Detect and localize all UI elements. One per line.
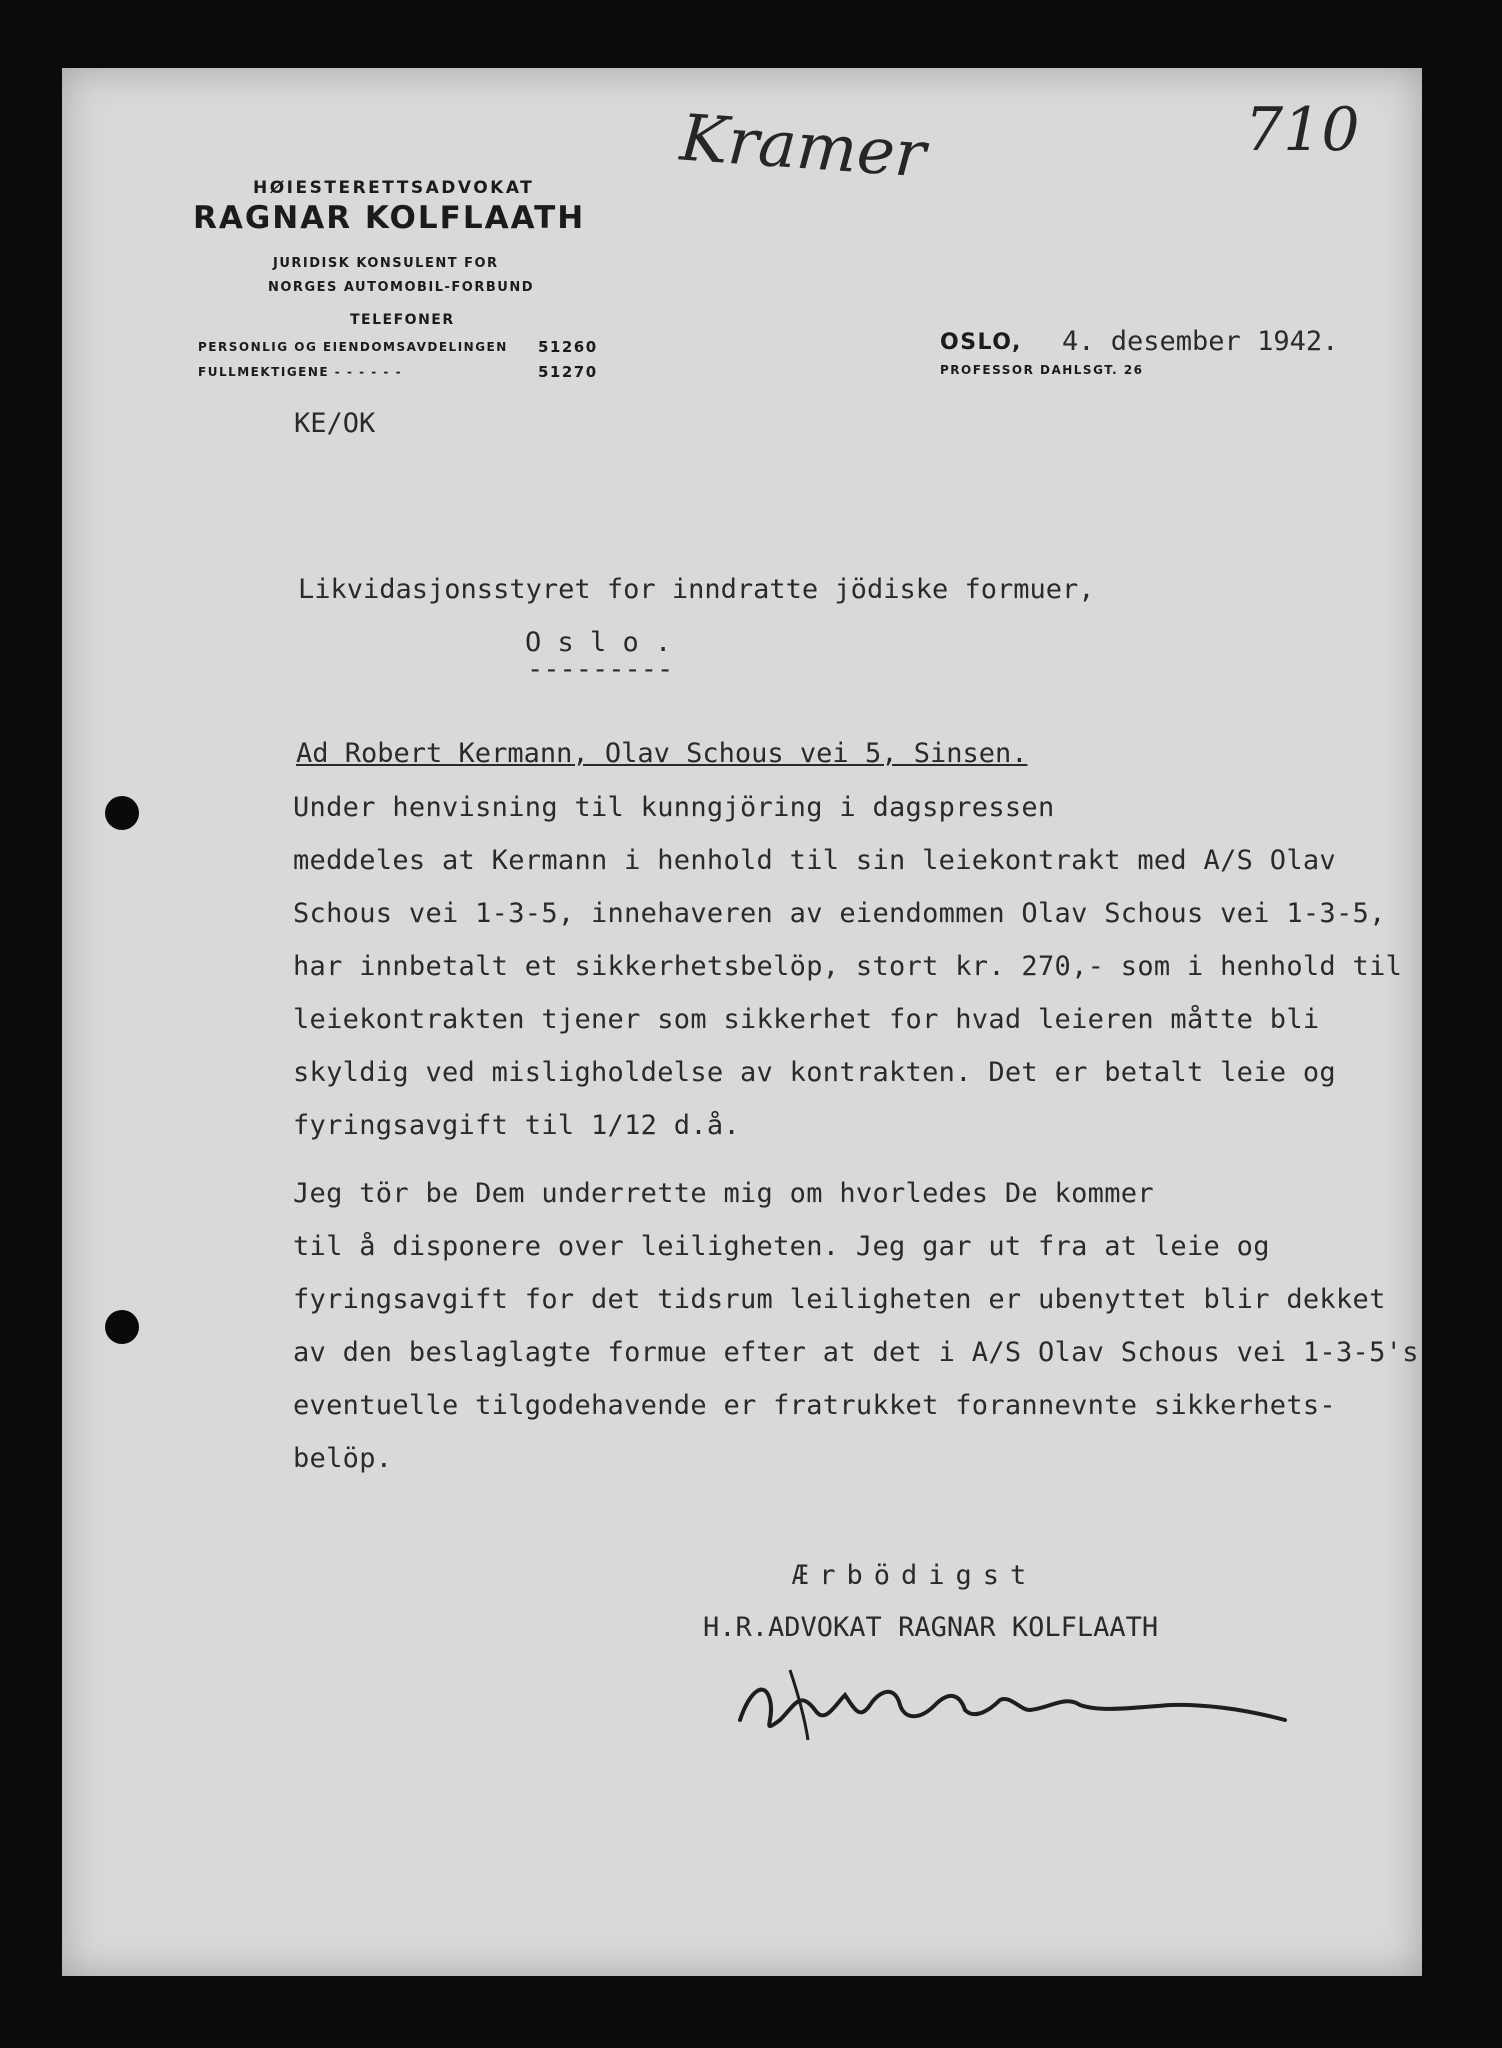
body-line: belöp. (293, 1443, 393, 1474)
street-address: PROFESSOR DAHLSGT. 26 (940, 363, 1144, 377)
body-line: Under henvisning til kunngjöring i dagspressen (293, 792, 1055, 823)
body-line: fyringsavgift for det tidsrum leiligheten er ubenyttet blir dekket (293, 1284, 1386, 1315)
reference: KE/OK (294, 408, 376, 439)
phone2-label: FULLMEKTIGENE - - - - - - (198, 365, 403, 379)
handwritten-name: Kramer (677, 101, 929, 193)
place: OSLO, (940, 330, 1022, 355)
phone1-label: PERSONLIG OG EIENDOMSAVDELINGEN (198, 340, 508, 354)
date: 4. desember 1942. (1062, 326, 1339, 357)
body-line: skyldig ved misligholdelse av kontrakten. Det er betalt leie og (293, 1057, 1336, 1088)
recipient-underline: --------- (527, 654, 674, 685)
letterhead-title: HØIESTERETTSADVOKAT (253, 178, 535, 198)
signature-block: H.R.ADVOKAT RAGNAR KOLFLAATH (703, 1612, 1159, 1643)
body-line: leiekontrakten tjener som sikkerhet for hvad leieren måtte bli (293, 1004, 1320, 1035)
phone2-number: 51270 (538, 363, 598, 381)
body-line: har innbetalt et sikkerhetsbelöp, stort kr. 270,- som i henhold til (293, 951, 1403, 982)
body-line: eventuelle tilgodehavende er fratrukket forannevnte sikkerhets- (293, 1390, 1336, 1421)
body-line: Jeg tör be Dem underrette mig om hvorledes De kommer (293, 1178, 1154, 1209)
body-line: til å disponere over leiligheten. Jeg gar ut fra at leie og (293, 1231, 1270, 1262)
punch-hole (105, 1310, 139, 1344)
letterhead-role-2: NORGES AUTOMOBIL-FORBUND (268, 280, 535, 295)
archive-number: 710 (1245, 95, 1360, 165)
recipient: Likvidasjonsstyret for inndratte jödiske formuer, (298, 574, 1095, 605)
signature-scribble (720, 1650, 1300, 1750)
recipient-city: O s l o . (525, 627, 672, 658)
letterhead-phones-heading: TELEFONER (350, 312, 455, 328)
body-line: Schous vei 1-3-5, innehaveren av eiendommen Olav Schous vei 1-3-5, (293, 898, 1386, 929)
subject: Ad Robert Kermann, Olav Schous vei 5, Sinsen. (296, 738, 1028, 769)
punch-hole (105, 796, 139, 830)
phone1-number: 51260 (538, 338, 598, 356)
body-line: meddeles at Kermann i henhold til sin leiekontrakt med A/S Olav (293, 845, 1336, 876)
body-line: fyringsavgift til 1/12 d.å. (293, 1110, 740, 1141)
closing: Ærbödigst (792, 1560, 1038, 1591)
letterhead-role-1: JURIDISK KONSULENT FOR (273, 256, 499, 271)
letterhead-name: RAGNAR KOLFLAATH (193, 200, 586, 236)
body-line: av den beslaglagte formue efter at det i A/S Olav Schous vei 1-3-5's (293, 1337, 1419, 1368)
